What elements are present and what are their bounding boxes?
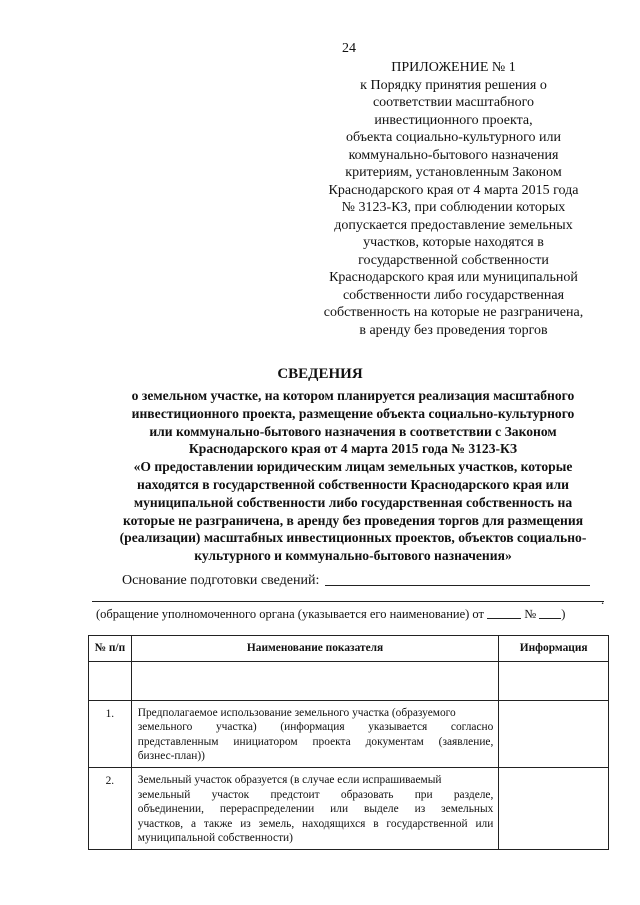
caption-close: ) [561,607,566,621]
appendix-line: собственность на которые не разграничена, [323,305,584,320]
basis-line [122,571,590,589]
indicator-line: земельный участок предстоит образовать при разделе, [137,788,494,801]
appendix-line: инвестиционного проекта, [374,112,533,128]
indicator-line: участков, а также из земель, находящихся в государственной или [137,817,494,830]
basis-caption [96,607,565,622]
subheading-line: культурного и коммунально-бытового назначения» [194,548,512,564]
header-information: Информация [499,636,609,662]
line-end-period: . [601,592,605,607]
caption-number-blank[interactable] [539,607,561,619]
indicators-table [88,635,609,850]
appendix-line: ПРИЛОЖЕНИЕ № 1 [391,60,516,75]
appendix-line: критериям, установленным Законом [345,165,562,180]
page-number: 24 [342,41,356,56]
subheading-line: «О предоставлении юридическим лицам земельных участков, которые [133,459,573,475]
indicator-line: объединении, перераспределении или выделе из земельных [137,803,494,816]
appendix-line: соответствии масштабного [372,95,535,110]
subheading-line: или коммунально-бытового назначения в соответствии с Законом [149,423,557,439]
document-subheading [88,387,618,565]
row-number: 2. [89,767,132,849]
subheading-line: о земельном участке, на котором планируется реализация масштабного [131,388,575,403]
indicator-line: муниципальной собственности) [137,832,293,845]
row-indicator [131,767,499,849]
basis-label: Основание подготовки сведений: [122,573,320,588]
appendix-line: Краснодарского края или муниципальной [329,270,578,285]
subheading-line: которые не разграничена, в аренду без проведения торгов для размещения [122,512,584,528]
caption-text: (обращение уполномоченного органа (указывается его наименование) от [96,607,484,621]
caption-number-sign: № [524,607,537,621]
subheading-line: находятся в государственной собственности Краснодарского края или [137,476,569,492]
caption-date-blank[interactable] [487,607,521,619]
appendix-line: участков, которые находятся в [363,235,544,250]
header-indicator: Наименование показателя [131,636,499,662]
subheading-line: (реализации) масштабных инвестиционных проектов, объектов социально- [119,530,587,546]
spacer-cell [131,661,499,700]
appendix-line: Краснодарского края от 4 марта 2015 года [328,182,579,198]
basis-fill-field[interactable] [325,571,590,586]
appendix-line: к Порядку принятия решения о [360,77,547,93]
table-spacer-row [89,661,609,700]
appendix-line: в аренду без проведения торгов [359,322,548,338]
subheading-line: инвестиционного проекта, размещение объекта социально-культурного [131,405,575,421]
appendix-line: коммунально-бытового назначения [348,147,559,163]
subheading-line: Краснодарского края от 4 марта 2015 года № 3123-КЗ [188,441,518,457]
row-indicator [131,700,499,767]
row-number: 1. [89,700,132,767]
table-row [89,700,609,767]
appendix-line: № 3123-КЗ, при соблюдении которых [341,200,566,215]
header-number: № п/п [89,636,132,662]
indicator-line: земельного участка) (информация указывается согласно [137,721,494,734]
document-heading: СВЕДЕНИЯ [277,366,363,382]
spacer-cell [499,661,609,700]
table-row [89,767,609,849]
basis-continuation-line[interactable] [92,601,604,602]
appendix-line: объекта социально-культурного или [345,130,562,145]
indicator-line: Предполагаемое использование земельного участка (образуемого [137,706,456,719]
row-information-cell[interactable] [499,767,609,849]
appendix-line: собственности либо государственная [342,287,565,303]
subheading-line: муниципальной собственности либо государственная собственность на [133,494,573,510]
appendix-line: допускается предоставление земельных [334,217,573,233]
indicator-line: бизнес-план)) [137,750,205,763]
spacer-cell [89,661,132,700]
row-information-cell[interactable] [499,700,609,767]
indicator-line: Земельный участок образуется (в случае если испрашиваемый [137,773,442,786]
appendix-block [315,59,592,339]
appendix-line: государственной собственности [358,252,549,268]
table-header-row [89,636,609,662]
indicator-line: представленным инициатором проекта документам (заявление, [137,735,494,748]
